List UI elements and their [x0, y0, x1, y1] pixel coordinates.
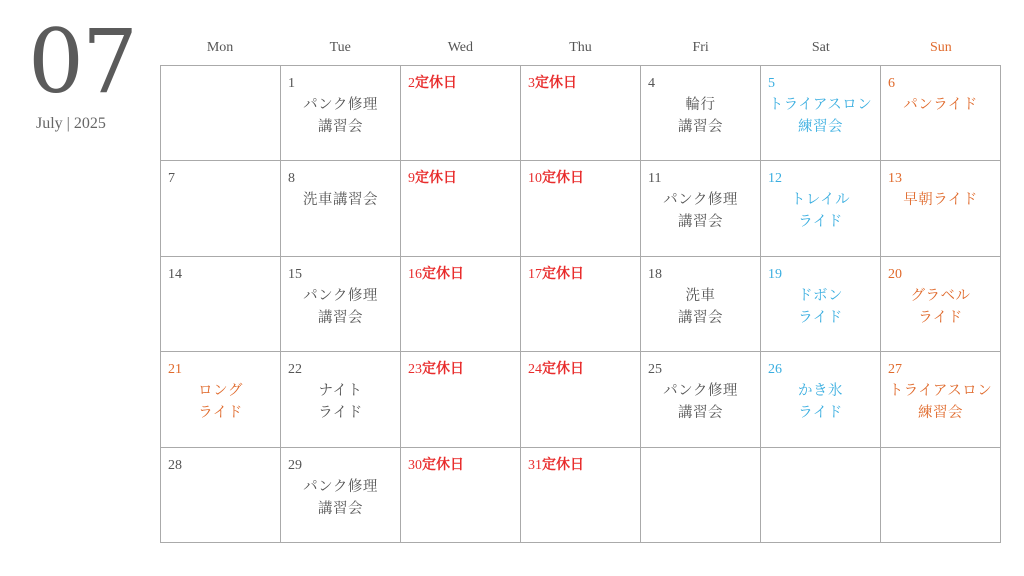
calendar-day-cell[interactable] — [521, 66, 641, 161]
event-label: ドボン ライド — [798, 287, 843, 326]
weekday-header: Wed — [447, 40, 473, 55]
calendar-day-cell[interactable] — [401, 257, 521, 352]
day-number: 5 — [768, 76, 775, 91]
weekday-header: Thu — [569, 40, 592, 55]
event-label: ロング ライド — [198, 383, 243, 422]
day-number: 2 — [408, 76, 415, 91]
day-number: 28 — [168, 457, 182, 473]
day-number: 15 — [288, 266, 302, 282]
closed-day-label: 定休日 — [542, 361, 584, 378]
day-number: 29 — [288, 457, 302, 473]
weekday-header-row — [160, 38, 1001, 60]
event-label: 洗車 講習会 — [678, 287, 723, 326]
calendar-day-cell[interactable] — [281, 448, 401, 543]
event-label: かき氷 ライド — [798, 383, 843, 422]
day-number: 8 — [288, 171, 295, 187]
event-label: パンク修理 講習会 — [663, 383, 738, 422]
day-number: 31 — [528, 457, 542, 473]
calendar-day-cell[interactable] — [401, 352, 521, 447]
closed-day-label: 定休日 — [415, 75, 457, 91]
day-number: 22 — [288, 362, 302, 378]
calendar-day-cell — [881, 448, 1001, 543]
calendar-day-cell[interactable] — [281, 161, 401, 256]
day-number: 1 — [288, 76, 295, 91]
calendar-day-cell — [161, 66, 281, 161]
event-label: トライアスロン 練習会 — [768, 97, 873, 135]
calendar-day-cell[interactable] — [881, 66, 1001, 161]
calendar-day-cell[interactable] — [401, 161, 521, 256]
day-number: 9 — [408, 171, 415, 187]
closed-day-label: 定休日 — [542, 456, 584, 473]
day-number: 6 — [888, 76, 895, 91]
day-number: 18 — [648, 266, 662, 282]
weekday-header: Tue — [329, 40, 351, 55]
calendar-day-cell[interactable] — [521, 257, 641, 352]
calendar-day-cell[interactable] — [761, 352, 881, 447]
day-number: 10 — [528, 171, 542, 187]
day-number: 11 — [648, 171, 662, 187]
day-number: 12 — [768, 171, 782, 187]
day-number: 4 — [648, 76, 655, 91]
calendar-day-cell[interactable] — [641, 161, 761, 256]
closed-day-label: 定休日 — [542, 170, 584, 187]
event-label: パンク修理 講習会 — [303, 287, 378, 326]
day-number: 23 — [408, 362, 422, 378]
calendar-day-cell[interactable] — [521, 161, 641, 256]
calendar-day-cell[interactable] — [521, 352, 641, 447]
closed-day-label: 定休日 — [422, 361, 464, 378]
calendar-day-cell[interactable] — [161, 161, 281, 256]
calendar-day-cell[interactable] — [401, 448, 521, 543]
day-number: 30 — [408, 457, 422, 473]
calendar-day-cell[interactable] — [761, 257, 881, 352]
calendar-day-cell — [761, 448, 881, 543]
weekday-header: Sat — [811, 40, 830, 55]
calendar-day-cell[interactable] — [761, 66, 881, 161]
event-label: 洗車講習会 — [303, 192, 378, 209]
day-number: 24 — [528, 362, 542, 378]
day-number: 17 — [528, 266, 542, 282]
weekday-header: Fri — [692, 40, 709, 55]
event-label: パンク修理 講習会 — [303, 478, 378, 517]
day-number: 14 — [168, 266, 182, 282]
closed-day-label: 定休日 — [415, 170, 457, 187]
event-label: 早朝ライド — [903, 192, 978, 209]
calendar-day-cell — [641, 448, 761, 543]
event-label: パンク修理 講習会 — [663, 192, 738, 231]
calendar-day-cell[interactable] — [761, 161, 881, 256]
day-number: 27 — [888, 362, 902, 378]
day-number: 16 — [408, 266, 422, 282]
day-number: 13 — [888, 171, 902, 187]
month-subtitle: July | 2025 — [36, 115, 106, 132]
weekday-header: Sun — [930, 40, 952, 55]
calendar-day-cell[interactable] — [281, 352, 401, 447]
closed-day-label: 定休日 — [422, 456, 464, 473]
calendar-day-cell[interactable] — [641, 257, 761, 352]
calendar-day-cell[interactable] — [401, 66, 521, 161]
event-label: ナイト ライド — [318, 383, 363, 422]
calendar-day-cell[interactable] — [641, 66, 761, 161]
calendar-day-cell[interactable] — [281, 257, 401, 352]
event-label: 輪行 講習会 — [678, 97, 723, 135]
calendar-day-cell[interactable] — [281, 66, 401, 161]
calendar-day-cell[interactable] — [161, 448, 281, 543]
event-label: トレイル ライド — [790, 192, 851, 231]
day-number: 25 — [648, 362, 662, 378]
event-label: パンライド — [903, 97, 978, 113]
event-label: パンク修理 講習会 — [303, 97, 378, 135]
month-number: 07 — [28, 10, 136, 113]
day-number: 7 — [168, 171, 175, 187]
day-number: 21 — [168, 362, 182, 378]
event-label: グラベル ライド — [910, 287, 971, 326]
day-number: 3 — [528, 76, 535, 91]
closed-day-label: 定休日 — [535, 75, 577, 91]
calendar-day-cell[interactable] — [881, 352, 1001, 447]
day-number: 26 — [768, 362, 782, 378]
calendar-grid — [160, 65, 1001, 543]
event-label: トライアスロン 練習会 — [888, 383, 993, 422]
closed-day-label: 定休日 — [422, 265, 464, 282]
calendar-day-cell[interactable] — [161, 257, 281, 352]
calendar-day-cell[interactable] — [641, 352, 761, 447]
calendar-day-cell[interactable] — [881, 161, 1001, 256]
calendar-day-cell[interactable] — [521, 448, 641, 543]
closed-day-label: 定休日 — [542, 265, 584, 282]
day-number: 20 — [888, 266, 902, 282]
calendar-day-cell[interactable] — [881, 257, 1001, 352]
calendar-day-cell[interactable] — [161, 352, 281, 447]
weekday-header: Mon — [206, 40, 234, 55]
day-number: 19 — [768, 266, 782, 282]
